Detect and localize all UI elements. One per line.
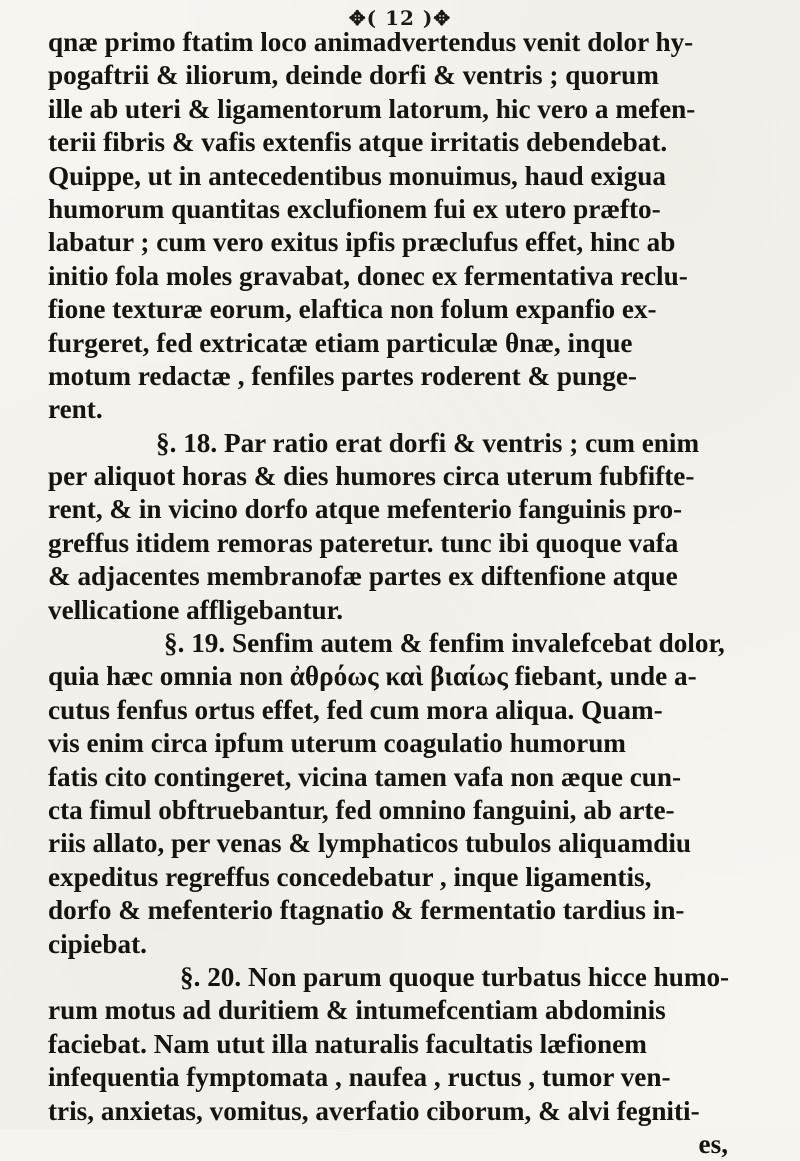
text-line: ille ab uteri & ligamentorum latorum, hic vero a mefen- bbox=[48, 93, 696, 124]
text-line: cutus fenfus ortus effet, fed cum mora aliqua. Quam- bbox=[48, 694, 663, 725]
text-line: Quippe, ut in antecedentibus monuimus, haud exigua bbox=[48, 160, 666, 191]
text-line: per aliquot horas & dies humores circa uterum fubfifte- bbox=[48, 461, 695, 492]
text-line: infequentia fymptomata , naufea , ructus , tumor ven- bbox=[48, 1062, 671, 1093]
text-line: fione texturæ eorum, elaftica non folum expanfio ex- bbox=[48, 294, 657, 325]
text-line: & adjacentes membranofæ partes ex diftenfione atque bbox=[48, 561, 678, 592]
text-line: tris, anxietas, vomitus, averfatio ciborum, & alvi fegniti- bbox=[48, 1095, 700, 1126]
text-line: initio fola moles gravabat, donec ex fermentativa reclu- bbox=[48, 260, 688, 291]
text-line: greffus itidem remoras pateretur. tunc ibi quoque vafa bbox=[48, 527, 679, 558]
section-heading-20: §. 20. Non parum quoque turbatus hicce humo- bbox=[180, 961, 730, 992]
text-line: vis enim circa ipfum uterum coagulatio humorum bbox=[48, 728, 626, 759]
body-text bbox=[48, 26, 788, 1161]
text-line: cta fimul obftruebantur, fed omnino fanguini, ab arte- bbox=[48, 794, 675, 825]
text-line: labatur ; cum vero exitus ipfis præclufus effet, hinc ab bbox=[48, 227, 676, 258]
text-line: cipiebat. bbox=[48, 928, 147, 959]
text-line: rum motus ad duritiem & intumefcentiam abdominis bbox=[48, 995, 666, 1026]
page-number: ✥( 12 )✥ bbox=[348, 6, 452, 30]
text-line: terii fibris & vafis extenfis atque irritatis debendebat. bbox=[48, 127, 668, 158]
section-heading-19: §. 19. Senfim autem & fenfim invalefcebat dolor, bbox=[164, 628, 725, 659]
text-line: fatis cito contingeret, vicina tamen vafa non æque cun- bbox=[48, 761, 682, 792]
text-line: pogaftrii & iliorum, deinde dorfi & ventris ; quorum bbox=[48, 60, 659, 91]
text-line: rent. bbox=[48, 394, 103, 425]
text-line: expeditus regreffus concedebatur , inque ligamentis, bbox=[48, 861, 652, 892]
text-line: furgeret, fed extricatæ etiam particulæ θnæ, inque bbox=[48, 327, 633, 358]
text-line: quia hæc omnia non ἀθρόως καὶ βιαίως fiebant, unde a- bbox=[48, 661, 697, 692]
text-line: qnæ primo ftatim loco animadvertendus venit dolor hy- bbox=[48, 27, 694, 57]
section-heading-18: §. 18. Par ratio erat dorfi & ventris ; cum enim bbox=[156, 427, 700, 458]
catchword: es, bbox=[698, 1128, 728, 1159]
text-line: riis allato, per venas & lymphaticos tubulos aliquamdiu bbox=[48, 828, 692, 859]
text-line: dorfo & mefenterio ftagnatio & fermentatio tardius in- bbox=[48, 895, 685, 926]
text-line: faciebat. Nam utut illa naturalis facultatis læfionem bbox=[48, 1028, 647, 1059]
text-line: humorum quantitas exclufionem fui ex utero præfto- bbox=[48, 193, 661, 224]
text-line: vellicatione affligebantur. bbox=[48, 594, 344, 625]
text-line: rent, & in vicino dorfo atque mefenterio fanguinis pro- bbox=[48, 494, 683, 525]
text-line: motum redactæ , fenfiles partes roderent & punge- bbox=[48, 360, 637, 391]
